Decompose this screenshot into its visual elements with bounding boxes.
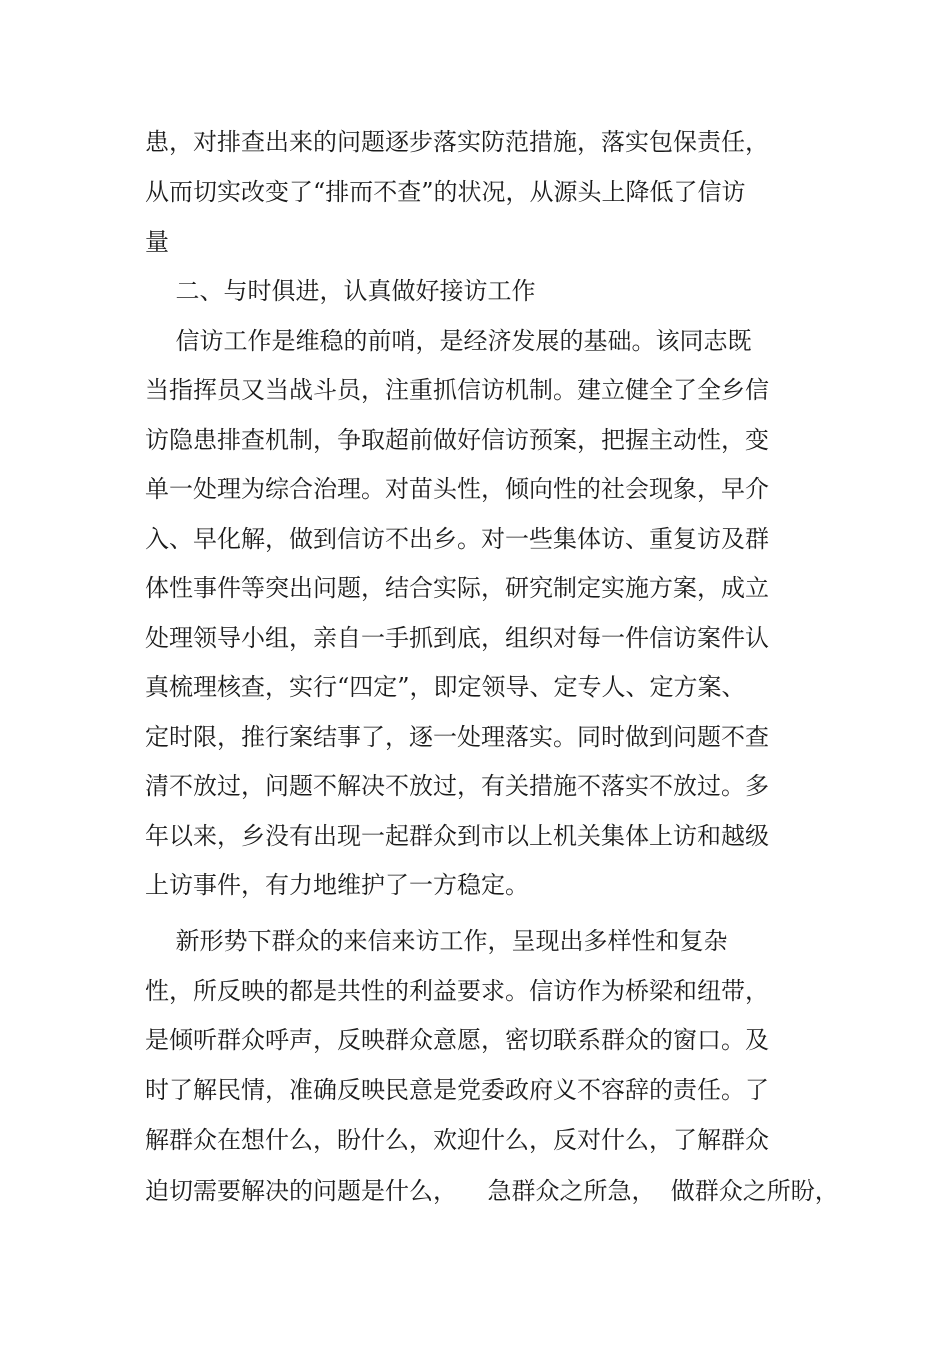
text-line: 信访工作是维稳的前哨，是经济发展的基础。该同志既 [145, 327, 752, 355]
text-line: 性，所反映的都是共性的利益要求。信访作为桥梁和纽带， [145, 977, 769, 1005]
text-line: 新形势下群众的来信来访工作，呈现出多样性和复杂 [145, 927, 728, 955]
text-line: 处理领导小组，亲自一手抓到底，组织对每一件信访案件认 [145, 624, 769, 652]
text-line: 患，对排查出来的问题逐步落实防范措施，落实包保责任， [145, 128, 769, 156]
text-line: 量 [145, 228, 169, 256]
text-line: 年以来，乡没有出现一起群众到市以上机关集体上访和越级 [145, 822, 769, 850]
text-line: 真梳理核查，实行“四定”，即定领导、定专人、定方案、 [145, 673, 746, 701]
text-line: 从而切实改变了“排而不查”的状况，从源头上降低了信访 [145, 178, 746, 206]
text-line: 迫切需要解决的问题是什么， 急群众之所急， 做群众之所盼， [145, 1177, 839, 1205]
text-line: 时了解民情，准确反映民意是党委政府义不容辞的责任。了 [145, 1076, 769, 1104]
text-line: 入、早化解，做到信访不出乡。对一些集体访、重复访及群 [145, 525, 769, 553]
text-line: 当指挥员又当战斗员，注重抓信访机制。建立健全了全乡信 [145, 376, 769, 404]
section-heading: 二、与时俱进，认真做好接访工作 [145, 277, 536, 305]
text-line: 单一处理为综合治理。对苗头性，倾向性的社会现象，早介 [145, 475, 769, 503]
text-line: 访隐患排查机制，争取超前做好信访预案，把握主动性，变 [145, 426, 769, 454]
text-line: 清不放过，问题不解决不放过，有关措施不落实不放过。多 [145, 772, 769, 800]
text-line: 是倾听群众呼声，反映群众意愿，密切联系群众的窗口。及 [145, 1026, 769, 1054]
text-line: 定时限，推行案结事了，逐一处理落实。同时做到问题不查 [145, 723, 769, 751]
text-line: 体性事件等突出问题，结合实际，研究制定实施方案，成立 [145, 574, 769, 602]
text-line: 上访事件，有力地维护了一方稳定。 [145, 871, 529, 899]
text-line: 解群众在想什么，盼什么，欢迎什么，反对什么，了解群众 [145, 1126, 769, 1154]
